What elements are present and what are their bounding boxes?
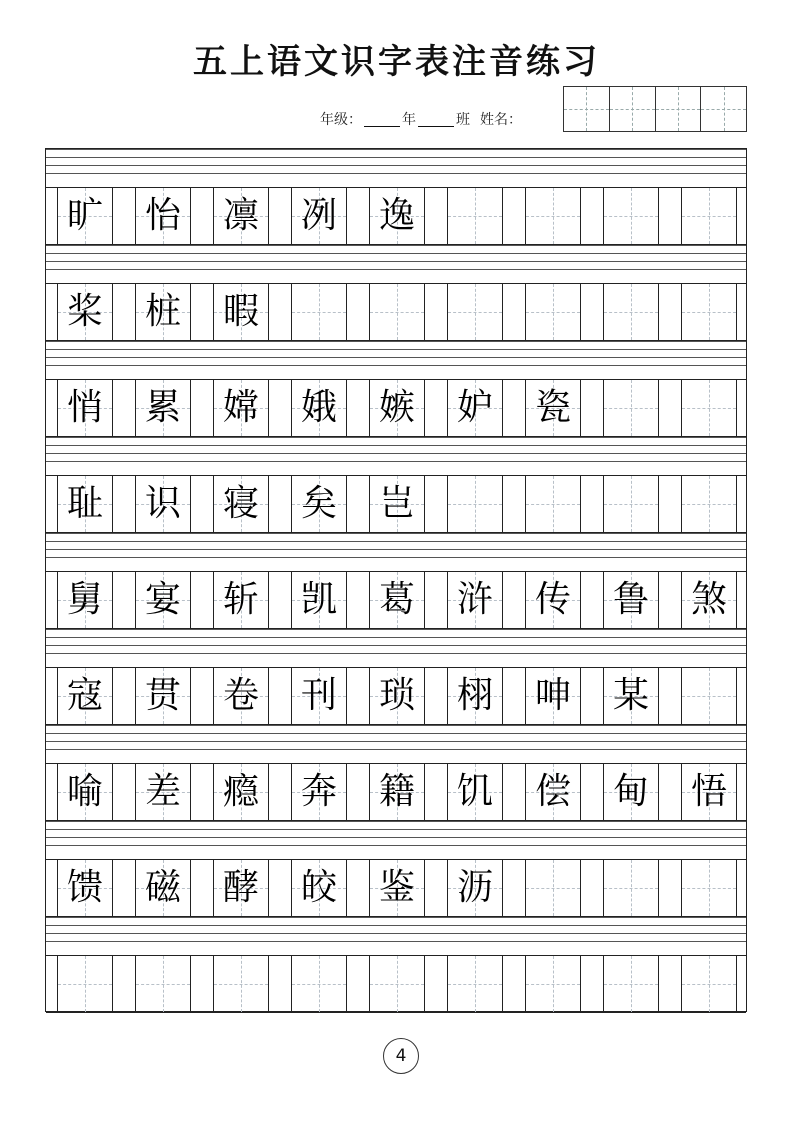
tianzige-cell[interactable]	[525, 380, 581, 436]
pinyin-line	[46, 653, 746, 654]
chinese-character: 怡	[144, 195, 181, 236]
tianzige-cell[interactable]	[603, 860, 659, 916]
chinese-character: 磁	[144, 867, 181, 908]
tianzige-cell[interactable]	[681, 956, 737, 1012]
pinyin-line	[46, 445, 746, 446]
tianzige-cell[interactable]	[681, 668, 737, 724]
chinese-character	[604, 860, 658, 916]
chinese-character: 逸	[378, 195, 415, 236]
character-row	[46, 475, 746, 533]
chinese-character	[604, 188, 658, 244]
chinese-character: 矣	[300, 483, 337, 524]
chinese-character	[682, 476, 736, 532]
name-writing-grid[interactable]	[563, 86, 747, 132]
tianzige-cell[interactable]	[291, 860, 347, 916]
pinyin-line	[46, 365, 746, 366]
chinese-character	[448, 284, 502, 340]
pinyin-line	[46, 629, 746, 630]
tianzige-cell[interactable]	[681, 476, 737, 532]
tianzige-cell[interactable]	[213, 284, 269, 340]
tianzige-cell[interactable]	[603, 284, 659, 340]
tianzige-cell[interactable]	[603, 188, 659, 244]
pinyin-line	[46, 749, 746, 750]
tianzige-cell[interactable]	[369, 284, 425, 340]
character-row	[46, 955, 746, 1013]
chinese-character	[526, 188, 580, 244]
pinyin-line	[46, 341, 746, 342]
pinyin-line	[46, 157, 746, 158]
page-number-badge	[379, 1036, 423, 1080]
tianzige-cell[interactable]	[681, 188, 737, 244]
tianzige-cell[interactable]	[603, 476, 659, 532]
tianzige-cell[interactable]	[447, 860, 503, 916]
worksheet-title: 五上语文识字表注音练习	[193, 42, 600, 82]
tianzige-cell[interactable]	[291, 188, 347, 244]
page-number: 4	[395, 1046, 407, 1066]
tianzige-cell[interactable]	[525, 476, 581, 532]
pinyin-line	[46, 453, 746, 454]
pinyin-band[interactable]	[46, 725, 746, 763]
tianzige-cell[interactable]	[525, 956, 581, 1012]
chinese-character: 甸	[612, 771, 649, 812]
chinese-character: 馈	[66, 867, 103, 908]
pinyin-line	[46, 637, 746, 638]
tianzige-cell[interactable]	[447, 764, 503, 820]
pinyin-line	[46, 829, 746, 830]
chinese-character: 暇	[222, 291, 259, 332]
chinese-character: 瘾	[222, 771, 259, 812]
tianzige-cell[interactable]	[291, 668, 347, 724]
pinyin-line	[46, 941, 746, 942]
pinyin-line	[46, 645, 746, 646]
chinese-character	[682, 380, 736, 436]
tianzige-cell[interactable]	[291, 764, 347, 820]
chinese-character: 瓷	[534, 387, 571, 428]
tianzige-cell[interactable]	[369, 956, 425, 1012]
chinese-character	[448, 188, 502, 244]
chinese-character: 桨	[66, 291, 103, 332]
pinyin-band[interactable]	[46, 341, 746, 379]
tianzige-cell[interactable]	[525, 860, 581, 916]
class-label: 班	[456, 112, 470, 128]
pinyin-line	[46, 845, 746, 846]
tianzige-cell[interactable]	[135, 572, 191, 628]
chinese-character	[682, 284, 736, 340]
tianzige-cell[interactable]	[681, 380, 737, 436]
chinese-character: 传	[534, 579, 571, 620]
pinyin-band[interactable]	[46, 533, 746, 571]
chinese-character: 籍	[378, 771, 415, 812]
grade-label: 年级：	[320, 112, 362, 128]
chinese-character: 奔	[300, 771, 337, 812]
pinyin-line	[46, 245, 746, 246]
chinese-character: 酵	[222, 867, 259, 908]
tianzige-cell[interactable]	[57, 572, 113, 628]
tianzige-cell[interactable]	[213, 380, 269, 436]
tianzige-cell[interactable]	[603, 572, 659, 628]
tianzige-cell[interactable]	[369, 572, 425, 628]
tianzige-cell[interactable]	[135, 764, 191, 820]
pinyin-band[interactable]	[46, 629, 746, 667]
pinyin-line	[46, 837, 746, 838]
chinese-character: 偿	[534, 771, 571, 812]
tianzige-cell[interactable]	[447, 956, 503, 1012]
tianzige-cell[interactable]	[525, 764, 581, 820]
pinyin-line	[46, 733, 746, 734]
chinese-character: 冽	[300, 195, 337, 236]
year-label: 年	[402, 112, 416, 128]
chinese-character	[682, 188, 736, 244]
tianzige-cell[interactable]	[369, 764, 425, 820]
chinese-character	[526, 476, 580, 532]
character-row	[46, 379, 746, 437]
tianzige-cell[interactable]	[291, 476, 347, 532]
tianzige-cell[interactable]	[57, 188, 113, 244]
chinese-character: 葛	[378, 579, 415, 620]
pinyin-line	[46, 725, 746, 726]
pinyin-band[interactable]	[46, 821, 746, 859]
name-cell[interactable]	[700, 87, 746, 131]
tianzige-cell[interactable]	[525, 188, 581, 244]
chinese-character: 饥	[456, 771, 493, 812]
pinyin-band[interactable]	[46, 149, 746, 187]
pinyin-band[interactable]	[46, 245, 746, 283]
tianzige-cell[interactable]	[447, 572, 503, 628]
chinese-character: 悟	[690, 771, 727, 812]
name-cell[interactable]	[564, 87, 609, 131]
character-row	[46, 283, 746, 341]
pinyin-line	[46, 261, 746, 262]
tianzige-cell[interactable]	[525, 572, 581, 628]
tianzige-cell[interactable]	[213, 668, 269, 724]
tianzige-cell[interactable]	[57, 860, 113, 916]
chinese-character: 喻	[66, 771, 103, 812]
tianzige-cell[interactable]	[135, 860, 191, 916]
tianzige-cell[interactable]	[291, 572, 347, 628]
tianzige-cell[interactable]	[135, 380, 191, 436]
tianzige-cell[interactable]	[447, 380, 503, 436]
pinyin-band[interactable]	[46, 917, 746, 955]
tianzige-cell[interactable]	[57, 668, 113, 724]
tianzige-cell[interactable]	[681, 572, 737, 628]
chinese-character	[214, 956, 268, 1012]
chinese-character: 宴	[144, 579, 181, 620]
pinyin-line	[46, 357, 746, 358]
class-blank[interactable]	[418, 112, 454, 127]
chinese-character: 凯	[300, 579, 337, 620]
tianzige-cell[interactable]	[369, 860, 425, 916]
chinese-character	[682, 956, 736, 1012]
pinyin-line	[46, 269, 746, 270]
chinese-character	[448, 476, 502, 532]
chinese-character: 栩	[456, 675, 493, 716]
tianzige-cell[interactable]	[57, 956, 113, 1012]
chinese-character: 贯	[144, 675, 181, 716]
chinese-character	[136, 956, 190, 1012]
chinese-character	[370, 284, 424, 340]
chinese-character	[526, 956, 580, 1012]
tianzige-cell[interactable]	[369, 380, 425, 436]
chinese-character: 鲁	[612, 579, 649, 620]
tianzige-cell[interactable]	[135, 668, 191, 724]
chinese-character: 浒	[456, 579, 493, 620]
pinyin-line	[46, 461, 746, 462]
chinese-character: 鉴	[378, 867, 415, 908]
tianzige-cell[interactable]	[291, 284, 347, 340]
pinyin-line	[46, 741, 746, 742]
pinyin-band[interactable]	[46, 437, 746, 475]
chinese-character	[526, 860, 580, 916]
tianzige-cell[interactable]	[681, 764, 737, 820]
chinese-character: 沥	[456, 867, 493, 908]
pinyin-line	[46, 437, 746, 438]
tianzige-cell[interactable]	[603, 668, 659, 724]
tianzige-cell[interactable]	[213, 860, 269, 916]
pinyin-line	[46, 533, 746, 534]
chinese-character	[604, 284, 658, 340]
grade-blank[interactable]	[364, 112, 400, 127]
chinese-character: 悄	[66, 387, 103, 428]
chinese-character: 斩	[222, 579, 259, 620]
pinyin-line	[46, 253, 746, 254]
chinese-character: 桩	[144, 291, 181, 332]
chinese-character: 寝	[222, 483, 259, 524]
tianzige-cell[interactable]	[369, 476, 425, 532]
pinyin-line	[46, 933, 746, 934]
pinyin-line	[46, 821, 746, 822]
chinese-character: 差	[144, 771, 181, 812]
pinyin-line	[46, 173, 746, 174]
chinese-character: 妒	[456, 387, 493, 428]
student-info	[320, 108, 522, 130]
pinyin-line	[46, 349, 746, 350]
tianzige-cell[interactable]	[57, 380, 113, 436]
chinese-character: 嫦	[222, 387, 259, 428]
chinese-character: 岂	[378, 483, 415, 524]
chinese-character: 嫉	[378, 387, 415, 428]
tianzige-cell[interactable]	[57, 284, 113, 340]
chinese-character: 舅	[66, 579, 103, 620]
character-row	[46, 187, 746, 245]
tianzige-cell[interactable]	[603, 380, 659, 436]
chinese-character: 琐	[378, 675, 415, 716]
pinyin-line	[46, 149, 746, 150]
tianzige-cell[interactable]	[681, 284, 737, 340]
chinese-character	[292, 956, 346, 1012]
chinese-character: 累	[144, 387, 181, 428]
practice-sheet	[45, 148, 747, 1012]
chinese-character	[604, 380, 658, 436]
chinese-character	[604, 956, 658, 1012]
chinese-character: 呻	[534, 675, 571, 716]
name-cell[interactable]	[655, 87, 701, 131]
tianzige-cell[interactable]	[57, 764, 113, 820]
tianzige-cell[interactable]	[447, 668, 503, 724]
chinese-character: 某	[612, 675, 649, 716]
chinese-character: 卷	[222, 675, 259, 716]
tianzige-cell[interactable]	[447, 284, 503, 340]
tianzige-cell[interactable]	[681, 860, 737, 916]
tianzige-cell[interactable]	[291, 380, 347, 436]
chinese-character	[604, 476, 658, 532]
tianzige-cell[interactable]	[135, 284, 191, 340]
chinese-character	[292, 284, 346, 340]
pinyin-line	[46, 541, 746, 542]
tianzige-cell[interactable]	[603, 956, 659, 1012]
tianzige-cell[interactable]	[369, 188, 425, 244]
pinyin-line	[46, 549, 746, 550]
chinese-character	[682, 668, 736, 724]
chinese-character: 耻	[66, 483, 103, 524]
pinyin-line	[46, 925, 746, 926]
name-cell[interactable]	[609, 87, 655, 131]
character-row	[46, 763, 746, 821]
chinese-character	[370, 956, 424, 1012]
tianzige-cell[interactable]	[525, 668, 581, 724]
tianzige-cell[interactable]	[135, 476, 191, 532]
tianzige-cell[interactable]	[291, 956, 347, 1012]
chinese-character: 皎	[300, 867, 337, 908]
tianzige-cell[interactable]	[447, 188, 503, 244]
chinese-character: 旷	[66, 195, 103, 236]
chinese-character	[526, 284, 580, 340]
character-row	[46, 667, 746, 725]
tianzige-cell[interactable]	[369, 668, 425, 724]
tianzige-cell[interactable]	[603, 764, 659, 820]
pinyin-line	[46, 557, 746, 558]
chinese-character: 识	[144, 483, 181, 524]
name-label: 姓名：	[480, 112, 522, 128]
tianzige-cell[interactable]	[135, 956, 191, 1012]
tianzige-cell[interactable]	[135, 188, 191, 244]
tianzige-cell[interactable]	[213, 764, 269, 820]
pinyin-line	[46, 917, 746, 918]
chinese-character: 寇	[66, 675, 103, 716]
tianzige-cell[interactable]	[525, 284, 581, 340]
chinese-character: 煞	[690, 579, 727, 620]
tianzige-cell[interactable]	[213, 572, 269, 628]
chinese-character: 刊	[300, 675, 337, 716]
tianzige-cell[interactable]	[447, 476, 503, 532]
chinese-character	[448, 956, 502, 1012]
pinyin-line	[46, 165, 746, 166]
chinese-character	[58, 956, 112, 1012]
character-row	[46, 571, 746, 629]
character-row	[46, 859, 746, 917]
chinese-character: 娥	[300, 387, 337, 428]
tianzige-cell[interactable]	[213, 476, 269, 532]
tianzige-cell[interactable]	[213, 956, 269, 1012]
chinese-character	[682, 860, 736, 916]
tianzige-cell[interactable]	[57, 476, 113, 532]
tianzige-cell[interactable]	[213, 188, 269, 244]
chinese-character: 凛	[222, 195, 259, 236]
